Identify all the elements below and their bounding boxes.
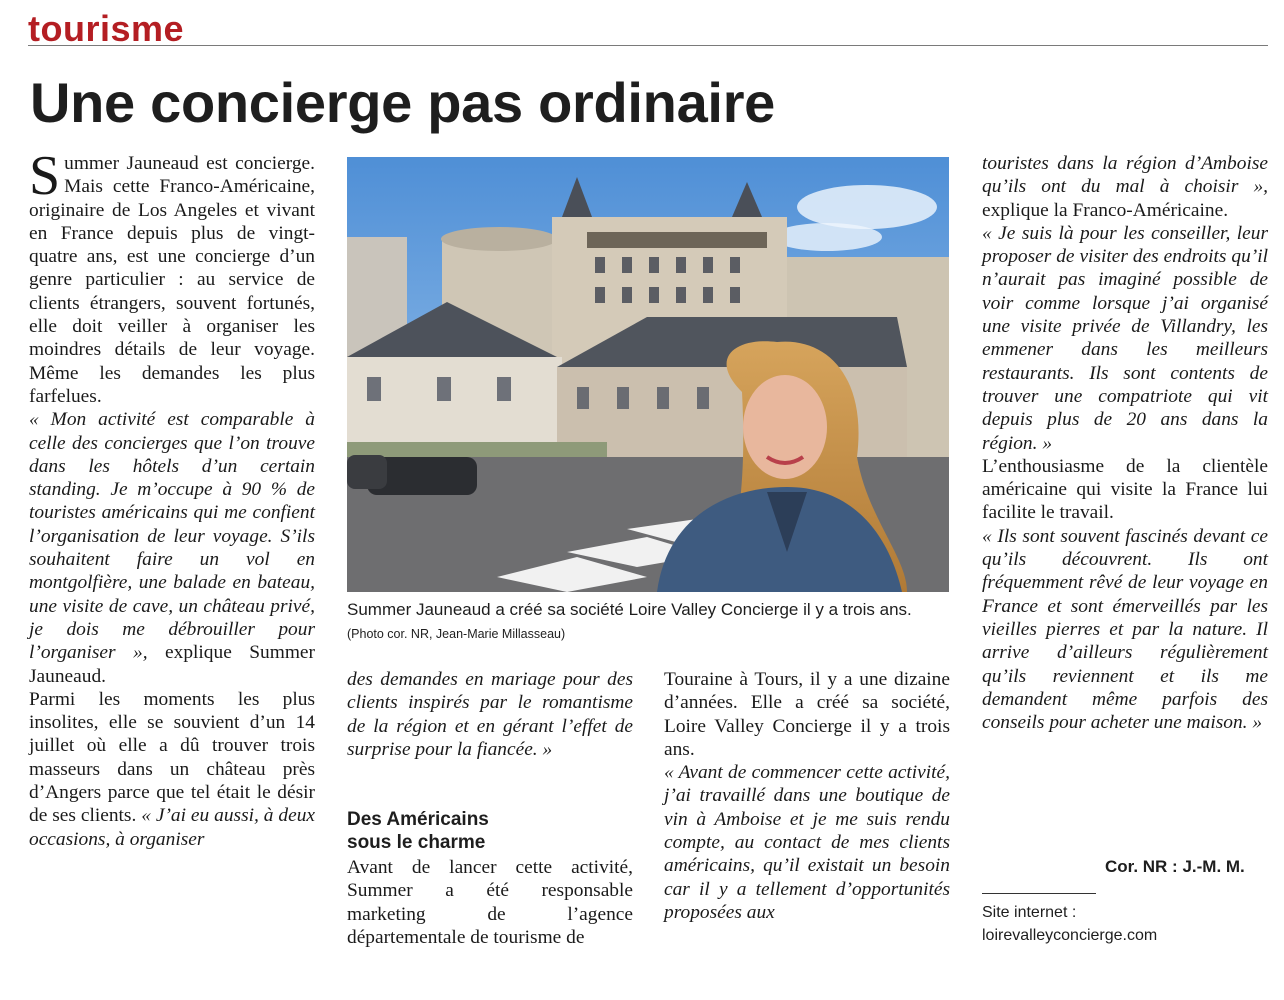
byline: Cor. NR : J.-M. M. [1105, 857, 1245, 876]
article-column-2 [347, 668, 633, 761]
subhead-line-1: Des Américains [347, 809, 489, 830]
paragraph-career: Touraine à Tours, il y a une dizaine d’années. Elle a créé sa société, Loire Valley Concierge il y a trois ans. [664, 669, 950, 760]
photo-credit: (Photo cor. NR, Jean-Marie Millasseau) [347, 627, 566, 641]
article-column-3 [664, 668, 950, 924]
section-subhead [347, 808, 489, 854]
caption-text: Summer Jauneaud a créé sa société Loire Valley Concierge il y a trois ans. [347, 600, 912, 619]
intro-paragraph: ummer Jauneaud est concierge. Mais cette Franco-Américaine, originaire de Los Angeles et vivant en France depuis plus de vingt-quatre ans, est une concierge d’un genre particulier : au service de clients étrangers, souvent fortunés, elle doit veiller à organiser les moindres détails de leur voyage. Même les demandes les plus farfelues. [29, 153, 315, 407]
article-headline: Une concierge pas ordinaire [30, 71, 776, 134]
quote-fascinated: « Ils sont souvent fascinés devant ce qu’ils découvrent. Ils ont fréquemment rêvé de leur voyage en France et sont émerveillés par les vieilles pierres et par la nature. Il arrive d’ailleurs régulièrement qu’ils reviennent et ils me demandent même parfois des conseils pour acheter une maison. » [982, 525, 1268, 734]
quote-wine-shop: « Avant de commencer cette activité, j’ai travaillé dans une boutique de vin à Amboise et je me suis rendu compte, au contact de mes clients américains, qu’il existait un besoin car il y a tellement d’opportunités proposées aux [664, 762, 950, 923]
site-divider [982, 893, 1096, 894]
attribution-2: explique la Franco-Américaine. [982, 199, 1229, 221]
paragraph-anecdote: Parmi les moments les plus insolites, elle se souvient d’un 14 juillet où elle a dû trouver trois masseurs dans un château près d’Angers parce que tel était le désir de ses clients. [29, 688, 315, 827]
article-column-1 [29, 145, 315, 851]
attribution: explique Summer Jauneaud. [29, 642, 315, 687]
photo-caption [347, 598, 949, 646]
section-rubric: tourisme [28, 8, 185, 49]
quote-choice: touristes dans la région d’Amboise qu’ils ont du mal à choisir », [982, 153, 1268, 198]
article-column-4 [982, 152, 1268, 734]
website-link[interactable]: loirevalleyconcierge.com [982, 927, 1158, 944]
quote-occasions: « J’ai eu aussi, à deux occasions, à organiser [29, 805, 315, 850]
article-column-2b [347, 856, 633, 949]
paragraph-enthusiasm: L’enthousiasme de la clientèle américaine qui visite la France lui facilite le travail. [982, 455, 1268, 524]
article-photo [347, 157, 949, 592]
quote-advice: « Je suis là pour les conseiller, leur proposer de visiter des endroits qu’il n’aurait pas imaginé possible de voir comme lorsque j’ai organisé une visite privée de Villandry, les emmener dans les meilleurs restaurants. Ils sont contents de trouver une compatriote qui vit depuis plus de 20 ans dans la région. » [982, 222, 1268, 454]
drop-cap: S [29, 145, 61, 207]
rubric-divider [28, 45, 1268, 46]
quote-proposals: des demandes en mariage pour des clients inspirés par le romantisme de la région et en gérant l’effet de surprise pour la fiancée. » [347, 669, 633, 760]
website-label: Site internet : [982, 904, 1077, 921]
paragraph-background: Avant de lancer cette activité, Summer a été responsable marketing de l’agence départementale de tourisme de [347, 857, 633, 948]
quote-activity: « Mon activité est comparable à celle des concierges que l’on trouve dans les hôtels d’un certain standing. Je m’occupe à 90 % de touristes américains qui me confient l’organisation de leur voyage. S’ils souhaitent faire un vol en montgolfière, une balade en bateau, une visite de cave, un château privé, je dois me débrouiller pour l’organiser », [29, 409, 315, 664]
subhead-line-2: sous le charme [347, 832, 486, 853]
